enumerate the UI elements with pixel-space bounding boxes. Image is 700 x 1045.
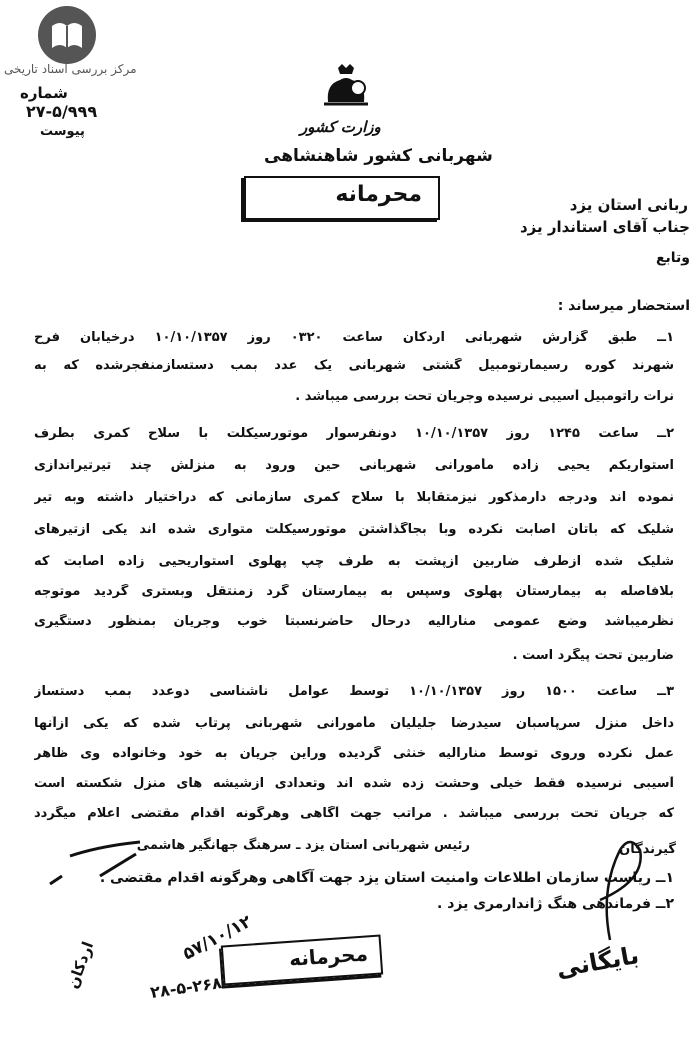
- letter-number-label: شماره: [20, 84, 68, 102]
- body-line: نرات راتومبیل آسیبی نرسیده وجریان تحت بررسی میباشد .: [295, 389, 674, 404]
- cc-label: گیرندگان: [619, 842, 676, 857]
- body-line: ۳ــ ساعت ۱۵۰۰ روز ۱۰/۱۰/۱۳۵۷ توسط عوامل ناشناسی دوعدد بمب دستساز: [34, 684, 674, 699]
- body-line: عمل نکرده وروی توسط منارالیه خنثی گردیده وراین جریان به خود وخانواده وی ظاهر: [34, 746, 674, 761]
- archive-logo-icon: [36, 4, 98, 66]
- body-line: ۱ــ طبق گزارش شهربانی اردکان ساعت ۰۳۲۰ روز ۱۰/۱۰/۱۳۵۷ درخیابان فرح: [34, 330, 674, 345]
- police-title: شهربانی کشور شاهنشاهی: [264, 146, 493, 166]
- body-line: ۲ــ ساعت ۱۲۴۵ روز ۱۰/۱۰/۱۳۵۷ دونفرسوار موتورسیکلت با سلاح کمری بطرف: [34, 426, 674, 441]
- letter-intro: استحضار میرساند :: [557, 298, 690, 314]
- confidential-stamp: [244, 176, 440, 220]
- recipient-line: جناب آقای استاندار یزد: [519, 218, 690, 236]
- confidential-stamp-text: محرمانه: [288, 941, 369, 971]
- body-line: ضاربین تحت پیگرد است .: [512, 648, 674, 663]
- handwritten-check-mark-icon: [40, 836, 150, 896]
- signature-head: رئیس شهربانی استان یزد ـ سرهنگ جهانگیر هاشمی: [136, 838, 470, 853]
- handwritten-signature: بایگانی: [554, 940, 642, 984]
- body-line: آسیبی نرسیده فقط خیلی وحشت زده شده اند وتعدادی ازشیشه های منزل شکسته است: [34, 776, 674, 791]
- cc-line: ۱ــ ریاست سازمان اطلاعات وامنیت استان یزد جهت آگاهی وهرگونه اقدام مقتضی .: [99, 870, 674, 886]
- attachment-label: پیوست: [40, 124, 85, 139]
- body-line: داخل منزل سرپاسبان سیدرضا جلیلیان مأمورانی شهربانی پرتاب شده که یکی ازآنها: [34, 716, 674, 731]
- body-line: استواریکم یحیی زاده مأمورانی شهربانی حین ورود به منزلش چند تیرتیراندازی: [34, 458, 674, 473]
- confidential-stamp-text: محرمانه: [335, 182, 422, 207]
- handwritten-corner-note: اردکان: [63, 939, 98, 991]
- letter-number-value: ۲۷-۵/۹۹۹: [26, 102, 98, 121]
- body-line: نموده اند ودرجه دارمذکور نیزمتقابلا با سلاح کمری سازمانی که دراختیار داشته وبه تیر: [34, 490, 674, 505]
- body-line: شهرند کوره رسیمارتومبیل گشتی شهربانی یک عدد بمب دستسازمنفجرشده که به: [34, 358, 674, 373]
- body-line: که جریان تحت بررسی میباشد . مراتب جهت آگاهی وهرگونه اقدام مقتضی اعلام میگردد: [34, 806, 674, 821]
- body-line: شلیک شده ازطرف ضاربین ازپشت به طرف چپ پهلوی استواریحیی زاده اصابت که: [34, 554, 674, 569]
- body-line: نظرمیباشد وضع عمومی منارالیه درحال حاضرنسبتاً خوب وجریان بمنظور دستگیری: [34, 614, 674, 629]
- handwritten-date: ۵۷/۱۰/۱۲: [179, 911, 256, 965]
- watermark-text: مرکز بررسی اسناد تاریخی: [4, 62, 137, 76]
- recipient-line: ربانی استان یزد: [569, 196, 688, 214]
- body-line: بلافاصله به بیمارستان پهلوی وسپس به بیمارستان گرد زمنتقل وبستری گردید موتوجه: [34, 584, 674, 599]
- lion-and-sun-emblem-icon: [318, 64, 374, 108]
- confidential-stamp: [221, 934, 383, 985]
- cc-line: ۲ــ فرماندهی هنگ ژاندارمری یزد .: [437, 896, 674, 912]
- handwritten-number: ۲۸-۵-۲۶۸: [149, 973, 223, 1002]
- body-line: شلیک که باتان اصابت نکرده وبا بجاگذاشتن موتورسیکلت متواری شده اند یکی ازتیرهای: [34, 522, 674, 537]
- ministry-title: وزارت کشور: [300, 118, 381, 136]
- handwritten-scribble-icon: [560, 830, 670, 950]
- recipient-line: وتابع: [655, 250, 690, 266]
